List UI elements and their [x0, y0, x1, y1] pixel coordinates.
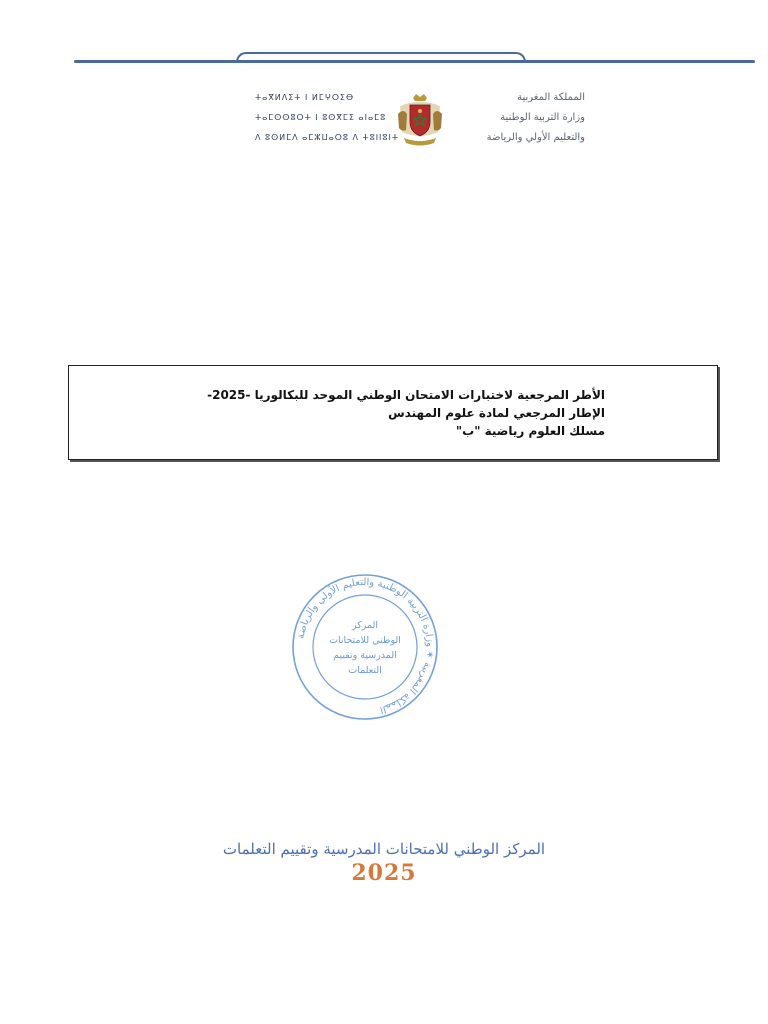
tifinagh-header: [255, 88, 399, 148]
stamp-outer-text: المملكة المغربية ✶ وزارة التربية الوطنية والتعليم الأولي والرياضة: [295, 576, 436, 716]
title-line-3: مسلك العلوم رياضية "ب": [455, 424, 605, 438]
footer-year: 2025: [351, 860, 417, 886]
top-rule: [74, 60, 755, 63]
arabic-header-line-3: والتعليم الأولي والرياضة: [486, 132, 585, 143]
tifinagh-line-1: ⵜⴰⴳⵍⴷⵉⵜ ⵏ ⵍⵎⵖⵔⵉⴱ: [255, 93, 355, 102]
stamp-inner-line-1: المركز: [351, 620, 379, 631]
moroccan-coat-of-arms-icon: [394, 92, 446, 148]
document-header: [255, 88, 585, 150]
arabic-header-line-1: المملكة المغربية: [517, 92, 585, 103]
title-line-2: الإطار المرجعي لمادة علوم المهندس: [388, 406, 605, 420]
stamp-inner-line-3: المدرسية وتقييم: [333, 650, 397, 661]
tifinagh-line-2: ⵜⴰⵎⵙⵙⵓⵔⵜ ⵏ ⵓⵙⴳⵎⵉ ⴰⵏⴰⵎⵓ: [255, 113, 387, 122]
arabic-header-line-2: وزارة التربية الوطنية: [500, 112, 585, 123]
tifinagh-line-3: ⴷ ⵓⵙⵍⵎⴷ ⴰⵎⵣⵡⴰⵔⵓ ⴷ ⵜⵓⵏⵏⵓⵏⵜ: [255, 133, 399, 142]
title-lines: [207, 386, 605, 440]
official-stamp: [290, 572, 440, 722]
stamp-inner-line-4: التعلمات: [348, 665, 382, 676]
stamp-inner-line-2: الوطني للامتحانات: [329, 635, 401, 646]
title-box: [68, 365, 718, 460]
title-line-1: الأطر المرجعية لاختبارات الامتحان الوطني الموحد للبكالوريا -2025-: [207, 388, 605, 402]
arabic-header: [445, 88, 585, 148]
svg-text:المملكة المغربية ✶ وزارة الترب: [296, 577, 436, 715]
footer-institution-name: المركز الوطني للامتحانات المدرسية وتقييم التعلمات: [222, 840, 546, 858]
